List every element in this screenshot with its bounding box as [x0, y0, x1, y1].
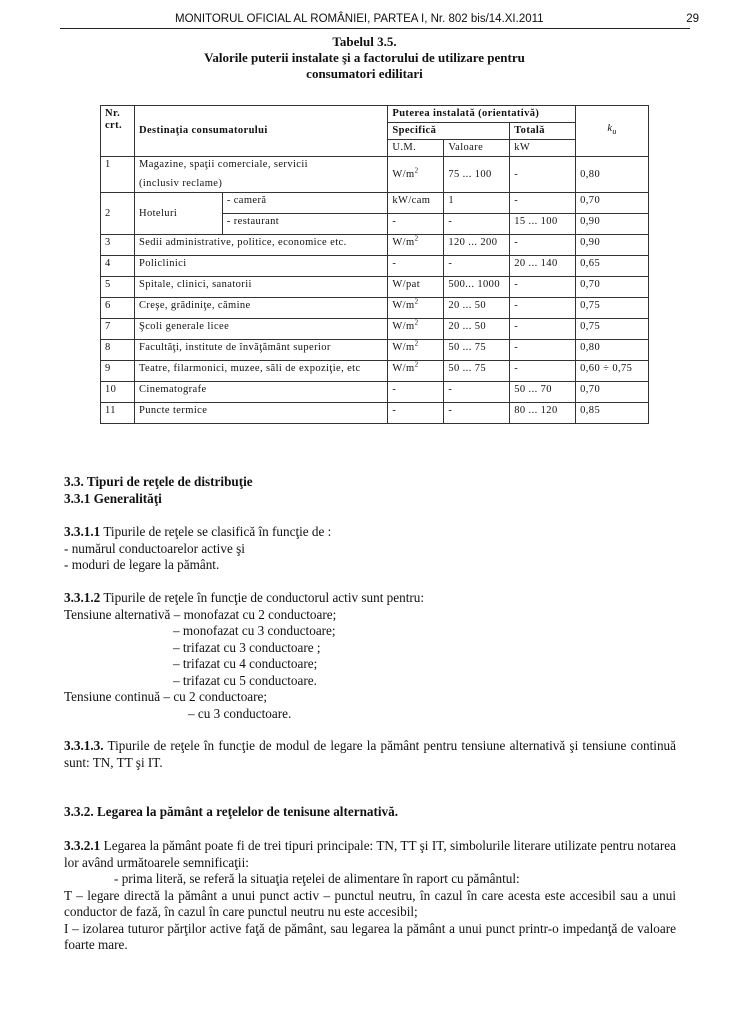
cell-dest: Cinematografe: [134, 382, 387, 403]
cell-dest: Spitale, clinici, sanatorii: [134, 277, 387, 298]
cell-val: 20 ... 50: [444, 319, 510, 340]
para-3-3-1-1: 3.3.1.1 Tipurile de reţele se clasifică în funcţie de : - numărul conductoarelor active şi - moduri de legare la pământ.: [64, 524, 332, 572]
table-row: [101, 382, 649, 403]
cell-ku: 0,70: [576, 382, 649, 403]
cell-nr: 9: [101, 361, 135, 382]
cell-um: $W/m^2$: [388, 319, 444, 340]
cell-um: $W/m^2$: [388, 157, 444, 193]
heading-3-3-1: 3.3.1 Generalităţi: [64, 490, 162, 506]
cell-tot: 50 ... 70: [510, 382, 576, 403]
table-row: [101, 277, 649, 298]
cell-nr: 6: [101, 298, 135, 319]
cell-um: $W/m^2$: [388, 298, 444, 319]
cell-ku: 0,70: [576, 277, 649, 298]
cell-tot: -: [510, 319, 576, 340]
table-title-line1: Valorile puterii instalate şi a factorului de utilizare pentru: [204, 50, 525, 65]
cell-tot: -: [510, 235, 576, 256]
cell-dest: Puncte termice: [134, 403, 387, 424]
cell-nr: 11: [101, 403, 135, 424]
cell-ku: 0,75: [576, 298, 649, 319]
table-title-line2: consumatori edilitari: [306, 66, 423, 81]
heading-3-3-2: 3.3.2. Legarea la pământ a reţelelor de tenisune alternativă.: [64, 804, 399, 819]
cell-dest: Sedii administrative, politice, economice etc.: [134, 235, 387, 256]
cell-ku: 0,90: [576, 214, 649, 235]
cell-nr: 3: [101, 235, 135, 256]
header-rule: [60, 28, 690, 29]
cell-tot: -: [510, 277, 576, 298]
cell-tot: -: [510, 340, 576, 361]
table-row: [101, 361, 649, 382]
th-um: U.M.: [388, 140, 444, 157]
cell-val: 20 ... 50: [444, 298, 510, 319]
th-kw: kW: [510, 140, 576, 157]
cell-um: -: [388, 256, 444, 277]
cell-nr: 10: [101, 382, 135, 403]
cell-tot: -: [510, 193, 576, 214]
cell-um: -: [388, 403, 444, 424]
para-3-3-1-3: 3.3.1.3. Tipurile de reţele în funcţie de modul de legare la pământ pentru tensiune alternativă şi tensiune continuă sunt: TN, TT şi IT.: [64, 738, 676, 770]
para-3-3-1-2: 3.3.1.2 Tipurile de reţele în funcţie de conductorul activ sunt pentru: Tensiune alternativă – monofazat cu 2 conductoare; – monofazat cu 3 conductoare; – trifazat cu 3 conductoare ; – trifazat cu 4 conductoare; – trifazat cu 5 conductoare. Tensiune continuă – cu 2 conductoare; – cu 3 conductoare.: [64, 590, 425, 721]
cell-tot: 80 ... 120: [510, 403, 576, 424]
table-row: [101, 193, 649, 214]
table-number: Tabelul 3.5.: [332, 34, 397, 49]
cell-val: -: [444, 214, 510, 235]
cell-dest: Facultăţi, institute de învăţământ superior: [134, 340, 387, 361]
cell-dest: Teatre, filarmonici, muzee, săli de expoziţie, etc: [134, 361, 387, 382]
cell-um: $W/m^2$: [388, 361, 444, 382]
table-row: [101, 235, 649, 256]
table-row: [101, 340, 649, 361]
cell-um: $W/m^2$: [388, 340, 444, 361]
cell-um: $W/m^2$: [388, 235, 444, 256]
cell-um: kW/cam: [388, 193, 444, 214]
cell-ku: 0,80: [576, 340, 649, 361]
cell-um: -: [388, 214, 444, 235]
page-header: [0, 10, 729, 28]
cell-dest: Şcoli generale licee: [134, 319, 387, 340]
cell-val: 50 ... 75: [444, 361, 510, 382]
cell-ku: 0,75: [576, 319, 649, 340]
table-row: [101, 157, 649, 193]
cell-val: 500... 1000: [444, 277, 510, 298]
cell-val: 50 ... 75: [444, 340, 510, 361]
th-specifica: Specifică: [388, 123, 510, 140]
cell-nr: 1: [101, 157, 135, 193]
cell-ku: 0,80: [576, 157, 649, 193]
table-row: [101, 298, 649, 319]
section-3-3: [64, 474, 676, 507]
cell-dest: Creşe, grădiniţe, cămine: [134, 298, 387, 319]
cell-tot: -: [510, 298, 576, 319]
cell-ku: 0,60 ÷ 0,75: [576, 361, 649, 382]
header-title: MONITORUL OFICIAL AL ROMÂNIEI, PARTEA I, Nr. 802 bis/14.XI.2011: [175, 13, 544, 25]
table-row: [101, 319, 649, 340]
cell-subdest: - restaurant: [222, 214, 388, 235]
cell-tot: 20 ... 140: [510, 256, 576, 277]
cell-dest: Magazine, spaţii comerciale, servicii (inclusiv reclame): [134, 157, 387, 193]
cell-nr: 2: [101, 193, 135, 235]
cell-dest: Hoteluri: [134, 193, 222, 235]
cell-val: 75 ... 100: [444, 157, 510, 193]
th-destinatia: Destinaţia consumatorului: [134, 106, 387, 157]
cell-subdest: - cameră: [222, 193, 388, 214]
para-3-3-2-1: 3.3.2.1 Legarea la pământ poate fi de trei tipuri principale: TN, TT şi IT, simbolurile literare utilizate pentru notarea lor având următoarele semnificaţii: - prima literă, se referă la situaţia reţelei de alimentare în raport cu pământul: T – legare directă la pământ a unui punct activ – punctul neutru, în cazul în care acesta este accesibil sau a unui conductor de fază, în cazul în care punctul neutru nu este accesibil; I – izolarea tuturor părţilor active faţă de pământ, sau legarea la pământ a unui punct printr-o impedanţă de valoare foarte mare.: [64, 838, 676, 952]
cell-dest: Policlinici: [134, 256, 387, 277]
cell-nr: 7: [101, 319, 135, 340]
cell-val: -: [444, 256, 510, 277]
heading-3-3: 3.3. Tipuri de reţele de distribuţie: [64, 474, 253, 489]
table-caption: [0, 34, 729, 82]
table-row: [101, 403, 649, 424]
th-totala: Totală: [510, 123, 576, 140]
cell-val: 120 ... 200: [444, 235, 510, 256]
cell-tot: -: [510, 157, 576, 193]
cell-um: W/pat: [388, 277, 444, 298]
cell-nr: 8: [101, 340, 135, 361]
th-valoare: Valoare: [444, 140, 510, 157]
cell-ku: 0,65: [576, 256, 649, 277]
cell-ku: 0,85: [576, 403, 649, 424]
table-row: [101, 256, 649, 277]
page-number: 29: [686, 13, 699, 25]
cell-ku: 0,70: [576, 193, 649, 214]
th-puterea: Puterea instalată (orientativă): [388, 106, 576, 123]
cell-nr: 5: [101, 277, 135, 298]
cell-val: -: [444, 403, 510, 424]
cell-ku: 0,90: [576, 235, 649, 256]
cell-tot: 15 ... 100: [510, 214, 576, 235]
cell-um: -: [388, 382, 444, 403]
consumers-table: [100, 105, 649, 424]
cell-nr: 4: [101, 256, 135, 277]
cell-tot: -: [510, 361, 576, 382]
th-ku: $k_u$: [576, 106, 649, 157]
cell-val: 1: [444, 193, 510, 214]
th-nr: Nr. crt.: [101, 106, 135, 157]
cell-val: -: [444, 382, 510, 403]
